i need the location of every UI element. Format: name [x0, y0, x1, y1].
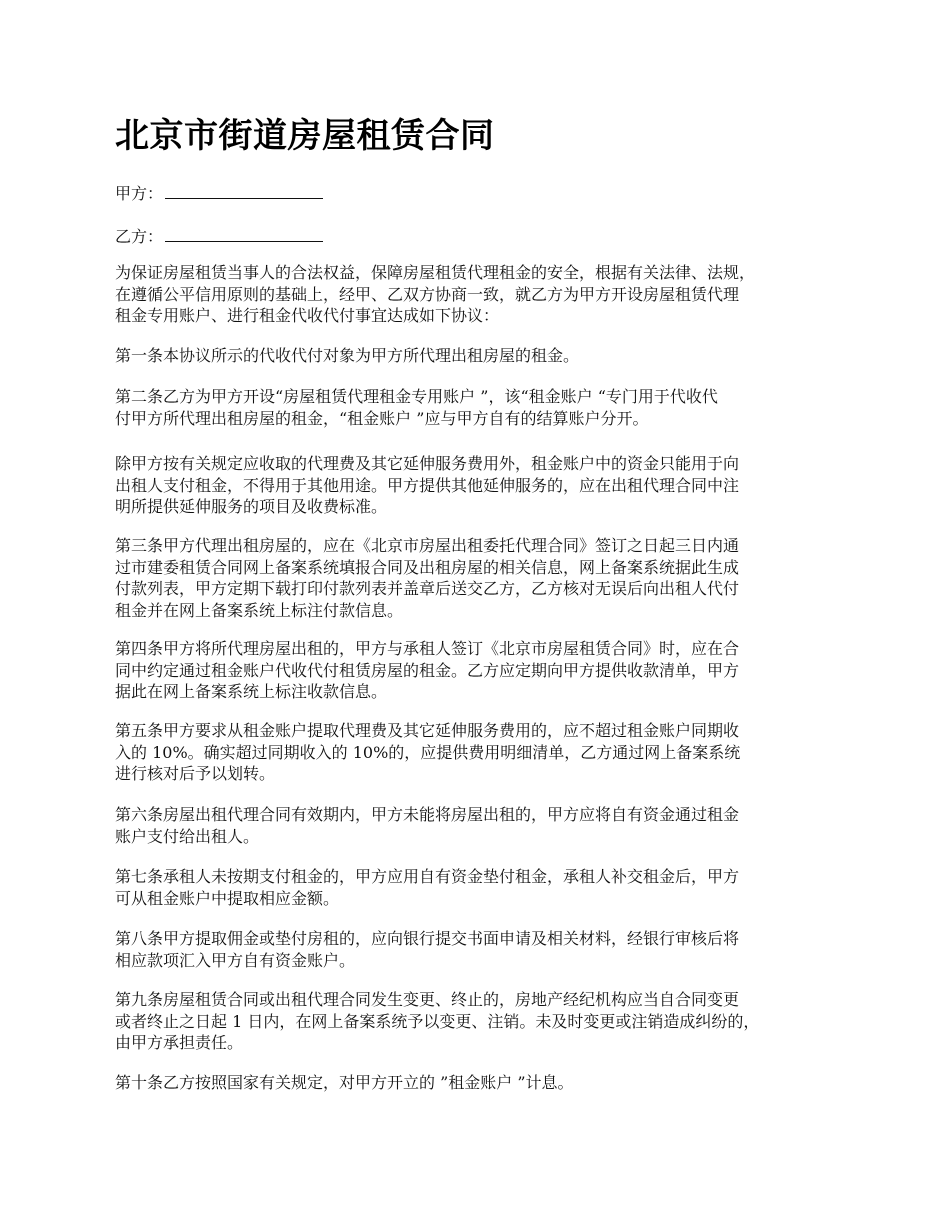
paragraph-line: 付款列表，甲方定期下载打印付款列表并盖章后送交乙方，乙方核对无误后向出租人代付: [115, 579, 740, 598]
paragraph-line: 出租人支付租金，不得用于其他用途。甲方提供其他延伸服务的，应在出租代理合同中注: [115, 475, 740, 495]
paragraph-line: 第八条甲方提取佣金或垫付房租的，应向银行提交书面申请及相关材料，经银行审核后将: [115, 929, 740, 948]
paragraph-line: 第五条甲方要求从租金账户提取代理费及其它延伸服务费用的，应不超过租金账户同期收: [115, 721, 740, 740]
party-a-blank: [165, 180, 323, 199]
paragraph-line: 第四条甲方将所代理房屋出租的，甲方与承租人签订《北京市房屋租赁合同》时，应在合: [115, 639, 740, 658]
paragraph-line: 第七条承租人未按期支付租金的，甲方应用自有资金垫付租金，承租人补交租金后，甲方: [115, 867, 740, 886]
paragraph-line: 可从租金账户中提取相应金额。: [115, 888, 340, 908]
paragraph-line: 账户支付给出租人。: [115, 826, 260, 846]
paragraph-line: 或者终止之日起 1 日内，在网上备案系统予以变更、注销。未及时变更或注销造成纠纷的，: [115, 1011, 760, 1031]
paragraph-line: 第一条本协议所示的代收代付对象为甲方所代理出租房屋的租金。: [115, 346, 580, 365]
paragraph-line: 第十条乙方按照国家有关规定，对甲方开立的 ”租金账户 ”计息。: [115, 1073, 574, 1092]
paragraph-line: 第六条房屋出租代理合同有效期内，甲方未能将房屋出租的，甲方应将自有资金通过租金: [115, 805, 740, 824]
contract-paragraph: [115, 453, 841, 518]
paragraph-line: 由甲方承担责任。: [115, 1033, 244, 1052]
paragraph-line: 除甲方按有关规定应收取的代理费及其它延伸服务费用外，租金账户中的资金只能用于向: [115, 454, 740, 473]
paragraph-line: 付甲方所代理出租房屋的租金，“租金账户 ”应与甲方自有的结算账户分开。: [115, 408, 649, 428]
paragraph-line: 第二条乙方为甲方开设“房屋租赁代理租金专用账户 ”，该“租金账户 “专门用于代收代: [115, 387, 718, 406]
contract-paragraph: [115, 262, 841, 327]
paragraph-line: 相应款项汇入甲方自有资金账户。: [115, 950, 356, 970]
contract-paragraph: [115, 720, 841, 785]
paragraph-line: 同中约定通过租金账户代收代付租赁房屋的租金。乙方应定期向甲方提供收款清单，甲方: [115, 660, 740, 680]
party-a-label: 甲方：: [115, 184, 164, 203]
paragraph-line: 据此在网上备案系统上标注收款信息。: [115, 682, 388, 701]
paragraph-line: 租金专用账户、进行租金代收代付事宜达成如下协议：: [115, 306, 500, 325]
paragraph-line: 第九条房屋租赁合同或出租代理合同发生变更、终止的，房地产经纪机构应当自合同变更: [115, 990, 740, 1009]
paragraph-line: 入的 10%。确实超过同期收入的 10%的，应提供费用明细清单，乙方通过网上备案系统: [115, 742, 741, 762]
party-a-line: [115, 180, 323, 206]
paragraph-line: 过市建委租赁合同网上备案系统填报合同及出租房屋的相关信息，网上备案系统据此生成: [115, 557, 740, 577]
contract-paragraph: [115, 866, 841, 909]
contract-paragraph: [115, 638, 841, 703]
document-title: 北京市街道房屋租赁合同: [115, 116, 495, 156]
paragraph-line: 租金并在网上备案系统上标注付款信息。: [115, 600, 404, 620]
paragraph-line: 进行核对后予以划转。: [115, 764, 276, 783]
party-b-label: 乙方：: [115, 227, 164, 246]
paragraph-line: 在遵循公平信用原则的基础上，经甲、乙双方协商一致，就乙方为甲方开设房屋租赁代理: [115, 284, 740, 304]
contract-paragraph: [115, 928, 841, 971]
contract-paragraph: [115, 989, 841, 1054]
contract-paragraph: [115, 345, 841, 367]
paragraph-line: 第三条甲方代理出租房屋的，应在《北京市房屋出租委托代理合同》签订之日起三日内通: [115, 536, 740, 555]
party-b-line: [115, 223, 323, 249]
contract-paragraph: [115, 1072, 841, 1094]
contract-paragraph: [115, 386, 841, 429]
paragraph-line: 明所提供延伸服务的项目及收费标准。: [115, 497, 388, 516]
contract-paragraph: [115, 804, 841, 847]
paragraph-line: 为保证房屋租赁当事人的合法权益，保障房屋租赁代理租金的安全，根据有关法律、法规，: [115, 263, 756, 282]
contract-paragraph: [115, 535, 841, 621]
party-b-blank: [165, 223, 323, 242]
